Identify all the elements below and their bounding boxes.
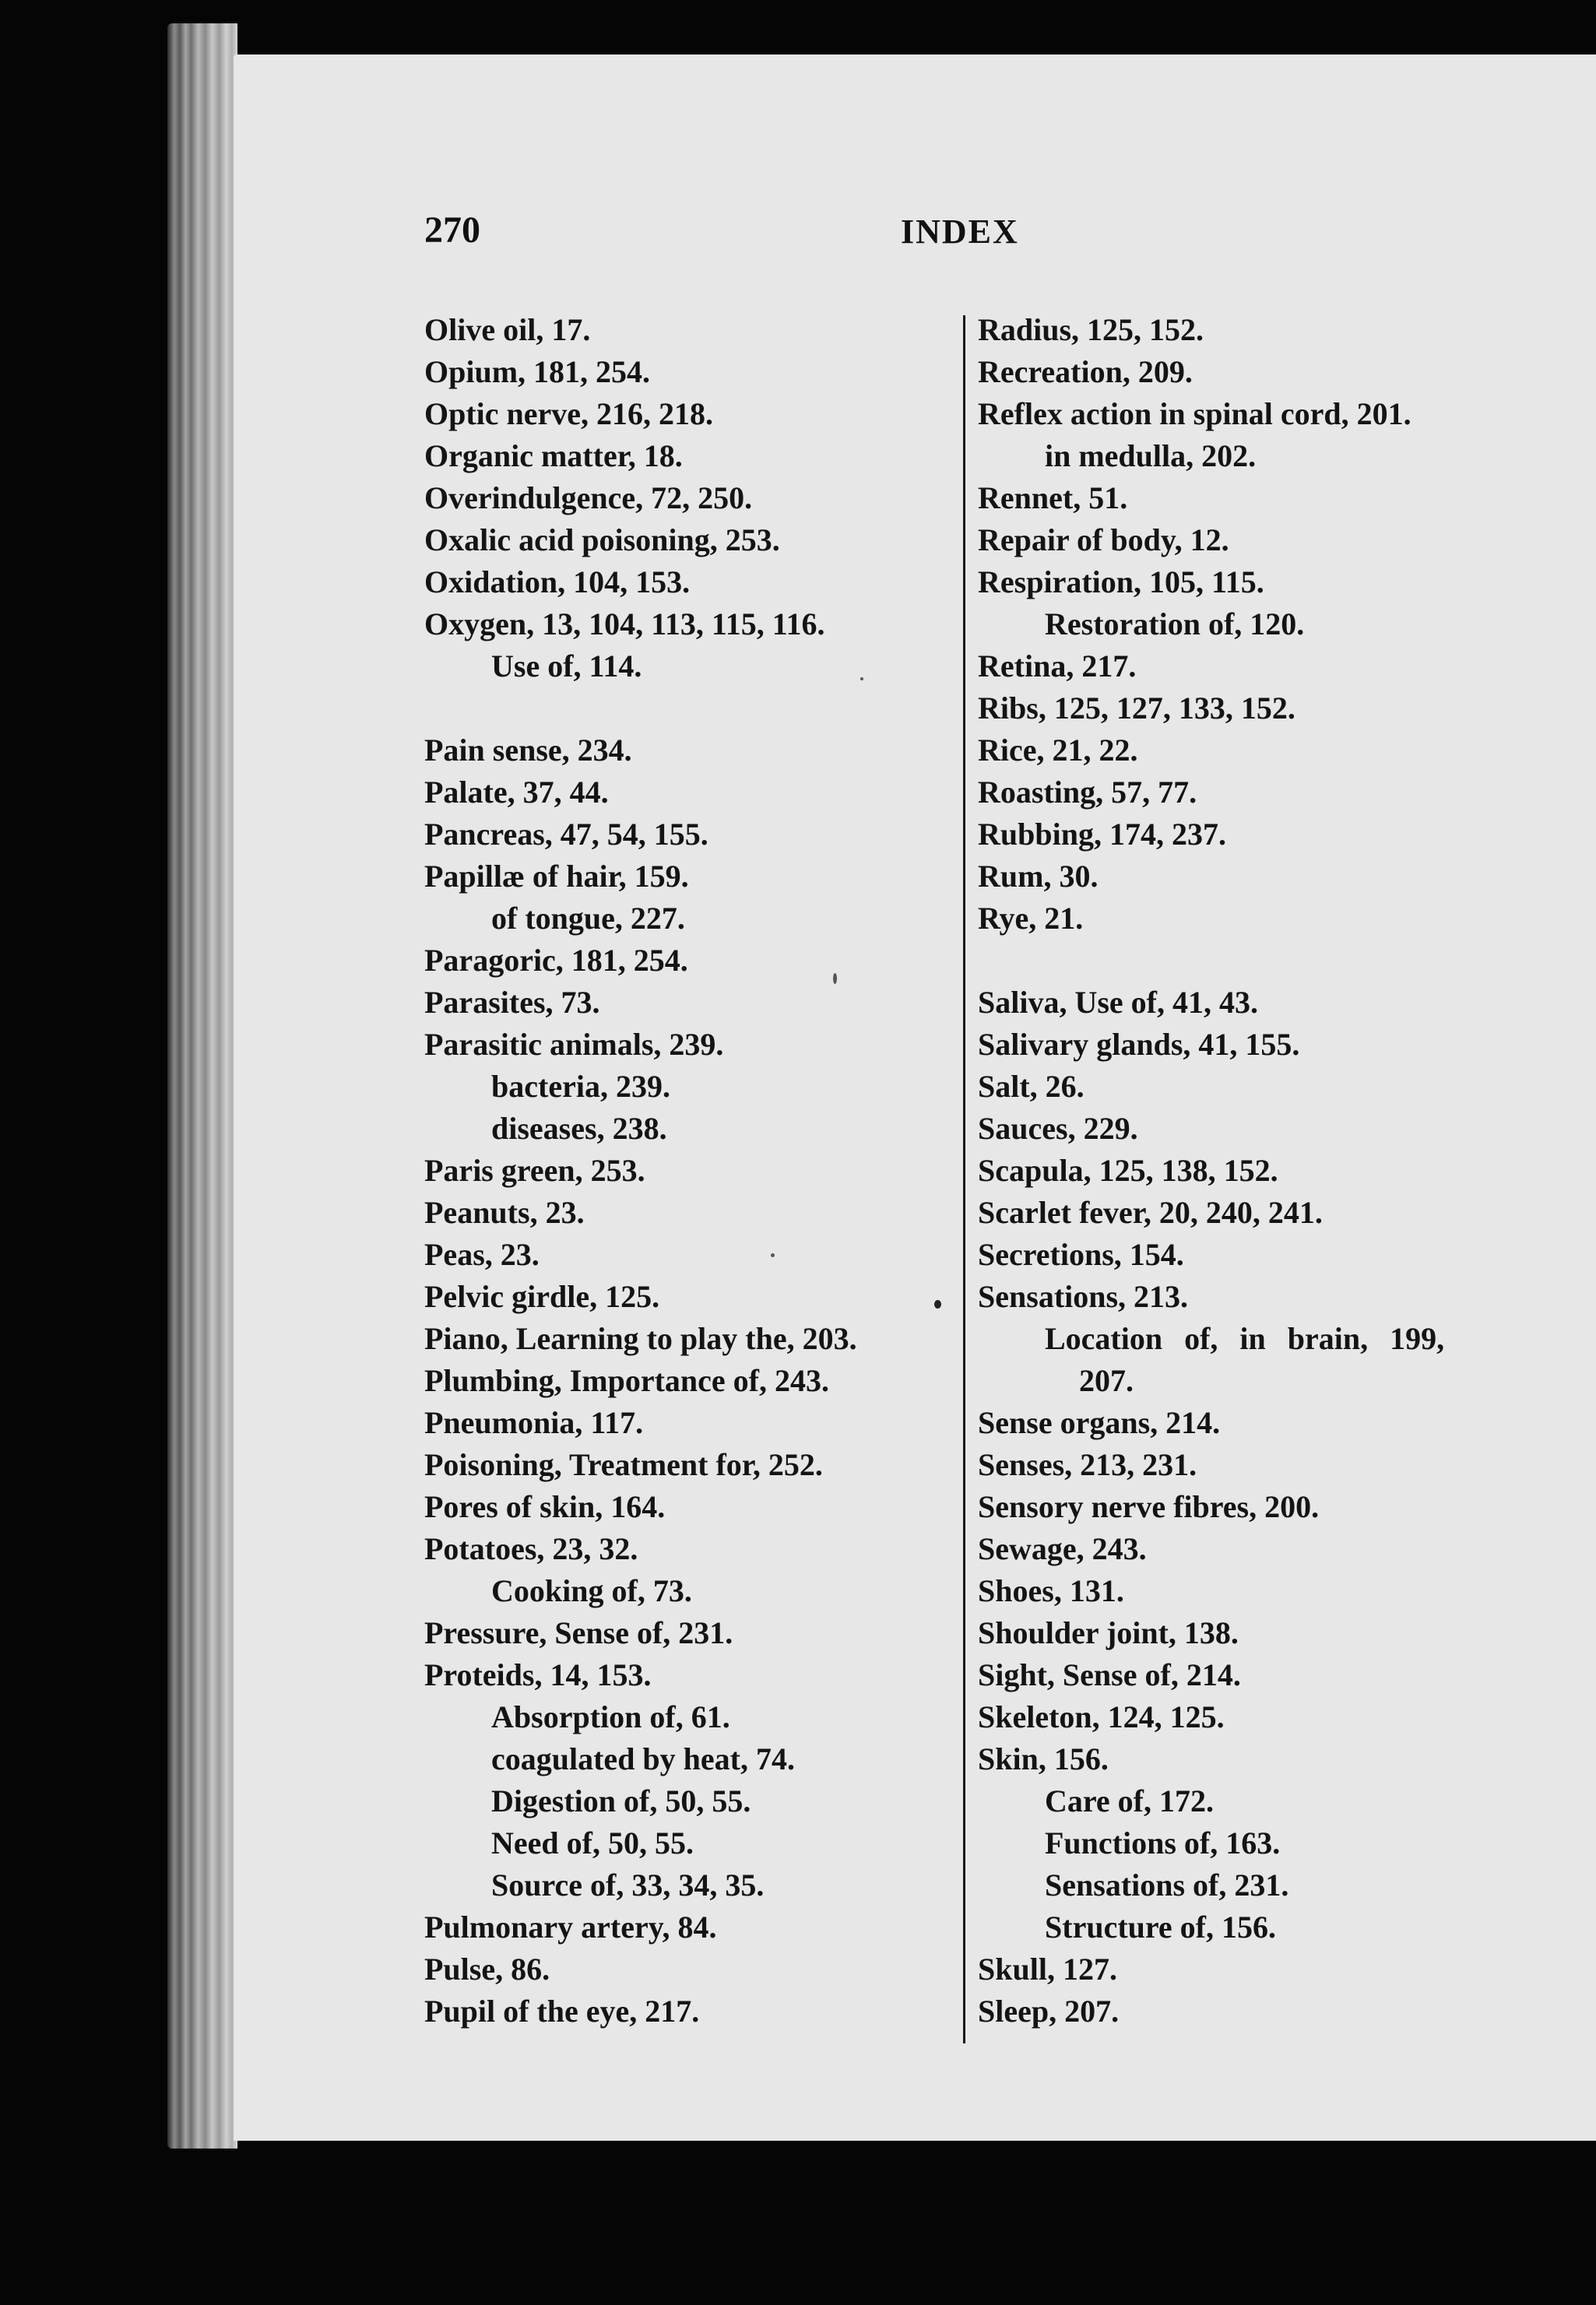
index-subentry: Digestion of, 50, 55.: [491, 1783, 751, 1818]
index-entry: Shoulder joint, 138.: [978, 1615, 1239, 1650]
index-column-left: [424, 309, 923, 2033]
index-entry: Scapula, 125, 138, 152.: [978, 1153, 1278, 1188]
index-subentry: Sensations of, 231.: [1045, 1868, 1289, 1903]
index-entry: Pneumonia, 117.: [424, 1405, 644, 1440]
index-entry: Oxalic acid poisoning, 253.: [424, 522, 780, 557]
index-entry: Reflex action in spinal cord, 201.: [978, 396, 1411, 431]
index-entry: Salt, 26.: [978, 1069, 1085, 1104]
index-entry: Pulse, 86.: [424, 1952, 550, 1987]
page-header: [424, 209, 1596, 271]
index-section-gap: [424, 687, 923, 729]
index-subentry: Structure of, 156.: [1045, 1910, 1276, 1945]
index-entry: Peas, 23.: [424, 1237, 540, 1272]
index-entry: Skull, 127.: [978, 1952, 1117, 1987]
index-entry: Pain sense, 234.: [424, 733, 632, 768]
index-entry: Scarlet fever, 20, 240, 241.: [978, 1195, 1323, 1230]
index-entry: Retina, 217.: [978, 648, 1137, 683]
index-entry: Palate, 37, 44.: [424, 775, 609, 810]
index-entry: Skin, 156.: [978, 1741, 1109, 1776]
index-entry: Olive oil, 17.: [424, 312, 591, 347]
index-entry: Salivary glands, 41, 155.: [978, 1027, 1300, 1062]
column-divider: [963, 315, 965, 2043]
index-entry: Roasting, 57, 77.: [978, 775, 1197, 810]
index-entry: Repair of body, 12.: [978, 522, 1229, 557]
index-entry: Radius, 125, 152.: [978, 312, 1204, 347]
index-entry: Rye, 21.: [978, 901, 1084, 936]
index-entry: Rice, 21, 22.: [978, 733, 1138, 768]
page-number: 270: [424, 209, 480, 251]
index-entry: Pressure, Sense of, 231.: [424, 1615, 733, 1650]
index-entry: Sensory nerve fibres, 200.: [978, 1489, 1320, 1524]
index-entry: Paris green, 253.: [424, 1153, 645, 1188]
index-entry: Secretions, 154.: [978, 1237, 1184, 1272]
index-entry: Pelvic girdle, 125.: [424, 1279, 660, 1314]
index-subentry: Location of, in brain, 199,: [1045, 1321, 1445, 1356]
index-entry: Poisoning, Treatment for, 252.: [424, 1447, 823, 1482]
index-entry: Rennet, 51.: [978, 480, 1128, 515]
index-subentry: diseases, 238.: [491, 1111, 667, 1146]
index-entry: Oxidation, 104, 153.: [424, 564, 691, 599]
index-entry: Opium, 181, 254.: [424, 354, 651, 389]
index-entry: Recreation, 209.: [978, 354, 1193, 389]
index-entry: Sleep, 207.: [978, 1994, 1120, 2029]
index-entry: Oxygen, 13, 104, 113, 115, 116.: [424, 606, 825, 641]
running-title: INDEX: [901, 213, 1019, 251]
index-entry: Plumbing, Importance of, 243.: [424, 1363, 829, 1398]
index-entry-continuation: 207.: [1079, 1363, 1134, 1398]
index-subentry: of tongue, 227.: [491, 901, 685, 936]
index-entry: Piano, Learning to play the, 203.: [424, 1321, 857, 1356]
index-entry: Senses, 213, 231.: [978, 1447, 1197, 1482]
index-entry: Skeleton, 124, 125.: [978, 1699, 1225, 1734]
index-column-right: [978, 309, 1538, 2033]
index-entry: Pores of skin, 164.: [424, 1489, 666, 1524]
index-entry: Parasitic animals, 239.: [424, 1027, 724, 1062]
index-entry: Parasites, 73.: [424, 985, 600, 1020]
index-entry: Rubbing, 174, 237.: [978, 817, 1226, 852]
index-entry: Ribs, 125, 127, 133, 152.: [978, 690, 1295, 726]
index-entry: Sensations, 213.: [978, 1279, 1189, 1314]
index-entry: Rum, 30.: [978, 859, 1099, 894]
index-subentry: Restoration of, 120.: [1045, 606, 1305, 641]
index-subentry: Need of, 50, 55.: [491, 1825, 694, 1861]
index-subentry: Care of, 172.: [1045, 1783, 1214, 1818]
index-entry: Potatoes, 23, 32.: [424, 1531, 638, 1566]
index-entry: Overindulgence, 72, 250.: [424, 480, 753, 515]
index-entry: Pancreas, 47, 54, 155.: [424, 817, 708, 852]
book-page-edges: [167, 23, 237, 2149]
dust-speck: [934, 1300, 941, 1309]
index-subentry: coagulated by heat, 74.: [491, 1741, 795, 1776]
index-subentry: Use of, 114.: [491, 648, 642, 683]
index-entry: Peanuts, 23.: [424, 1195, 585, 1230]
index-entry: Respiration, 105, 115.: [978, 564, 1264, 599]
index-entry: Papillæ of hair, 159.: [424, 859, 689, 894]
index-subentry: Absorption of, 61.: [491, 1699, 730, 1734]
index-entry: Saliva, Use of, 41, 43.: [978, 985, 1258, 1020]
index-subentry: Source of, 33, 34, 35.: [491, 1868, 765, 1903]
index-entry: Pupil of the eye, 217.: [424, 1994, 700, 2029]
index-entry: Organic matter, 18.: [424, 438, 683, 473]
index-section-gap: [978, 940, 1538, 982]
index-entry: Optic nerve, 216, 218.: [424, 396, 714, 431]
index-entry: Sense organs, 214.: [978, 1405, 1221, 1440]
index-subentry: bacteria, 239.: [491, 1069, 670, 1104]
index-entry: Sauces, 229.: [978, 1111, 1138, 1146]
index-subentry: Functions of, 163.: [1045, 1825, 1281, 1861]
index-subentry: in medulla, 202.: [1045, 438, 1257, 473]
index-entry: Shoes, 131.: [978, 1573, 1124, 1608]
index-entry: Proteids, 14, 153.: [424, 1657, 652, 1692]
index-entry: Sight, Sense of, 214.: [978, 1657, 1241, 1692]
index-entry: Pulmonary artery, 84.: [424, 1910, 717, 1945]
index-subentry: Cooking of, 73.: [491, 1573, 692, 1608]
index-entry: Paragoric, 181, 254.: [424, 943, 688, 978]
index-entry: Sewage, 243.: [978, 1531, 1147, 1566]
